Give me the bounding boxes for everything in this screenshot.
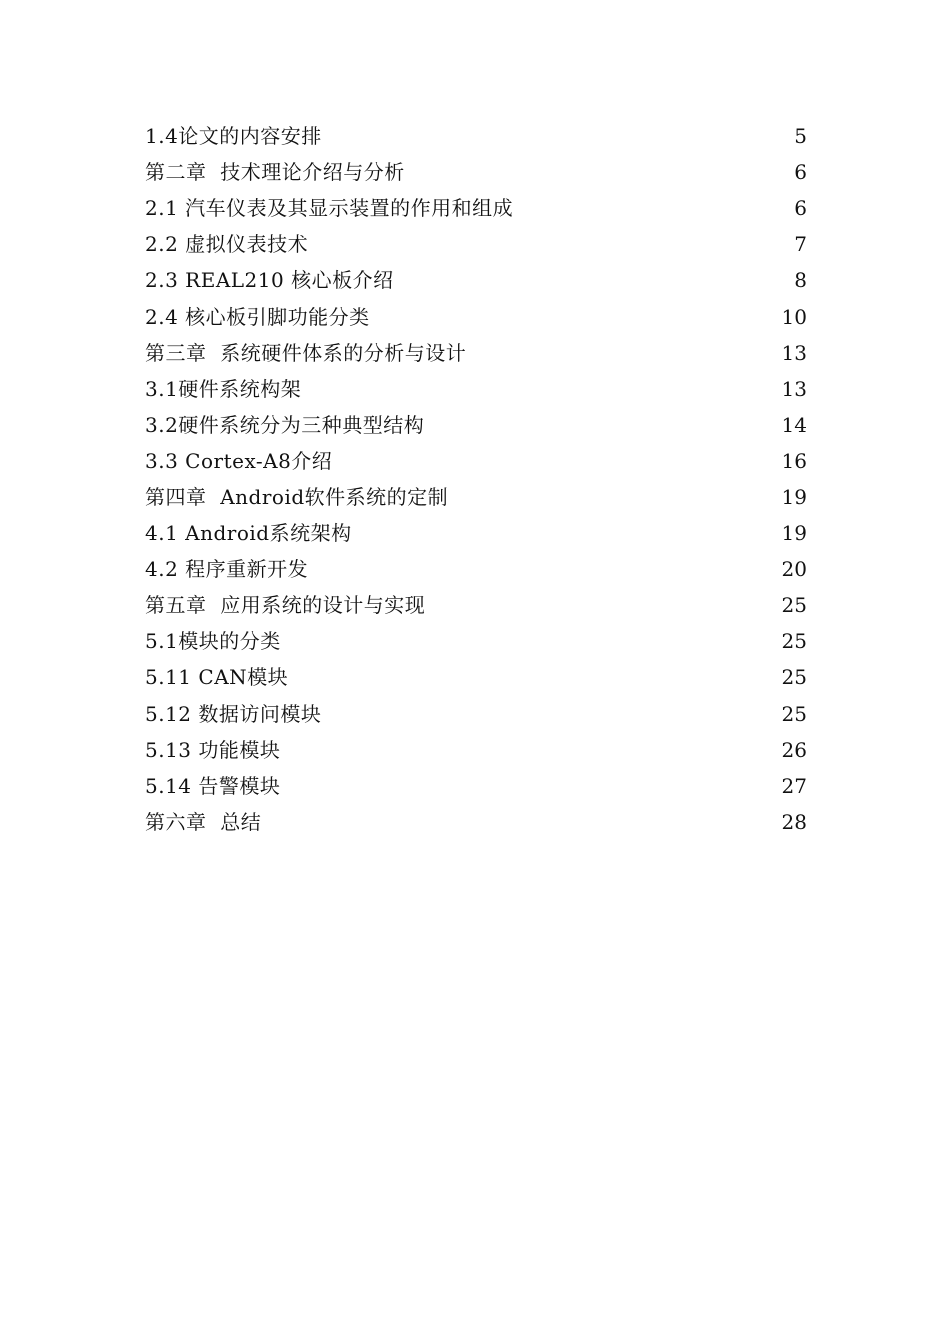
toc-entry-title: 4.2 程序重新开发 [145,557,309,582]
toc-entry-title: 第六章 总结 [145,809,262,834]
toc-entry [145,262,807,298]
toc-entry-title: 3.2硬件系统分为三种典型结构 [145,412,425,437]
toc-entry-title: 3.3 Cortex-A8介绍 [145,448,333,473]
toc-entry-title: 1.4论文的内容安排 [145,124,322,149]
toc-entry [145,154,807,190]
toc-entry-page: 8 [794,268,807,293]
toc-entry-page: 25 [781,701,807,726]
toc-entry-page: 5 [794,124,807,149]
toc-entry-page: 20 [781,557,807,582]
toc-entry [145,659,807,695]
toc-entry [145,335,807,371]
toc-entry-title: 2.1 汽车仪表及其显示装置的作用和组成 [145,196,514,221]
toc-entry [145,623,807,659]
toc-entry-page: 14 [781,412,807,437]
toc-entry [145,407,807,443]
toc-entry-title: 5.13 功能模块 [145,737,281,762]
toc-entry-page: 6 [794,196,807,221]
toc-entry [145,298,807,334]
toc-entry-title: 5.1模块的分类 [145,629,281,654]
toc-entry [145,118,807,154]
toc-entry-title: 第四章 Android软件系统的定制 [145,484,449,509]
toc-entry [145,732,807,768]
toc-entry [145,226,807,262]
toc-entry-title: 4.1 Android系统架构 [145,521,352,546]
toc-entry [145,768,807,804]
toc-entry-page: 16 [781,448,807,473]
toc-entry-page: 27 [781,773,807,798]
toc-entry [145,804,807,840]
toc-entry-title: 第三章 系统硬件体系的分析与设计 [145,340,467,365]
toc-entry-page: 13 [781,376,807,401]
toc-entry [145,371,807,407]
toc-entry-page: 13 [781,340,807,365]
toc-entry-title: 2.2 虚拟仪表技术 [145,232,309,257]
toc-entry [145,443,807,479]
toc-entry-title: 5.12 数据访问模块 [145,701,322,726]
toc-entry-page: 25 [781,593,807,618]
toc-entry [145,696,807,732]
toc-entry-title: 5.11 CAN模块 [145,665,289,690]
toc-entry-page: 28 [781,809,807,834]
toc-entry-title: 第二章 技术理论介绍与分析 [145,160,405,185]
toc-entry [145,551,807,587]
toc-entry-page: 26 [781,737,807,762]
toc-entry-page: 25 [781,629,807,654]
toc-entry-page: 10 [781,304,807,329]
toc-entry-page: 19 [781,484,807,509]
toc-entry-title: 2.3 REAL210 核心板介绍 [145,268,394,293]
toc-entry-page: 25 [781,665,807,690]
toc-entry [145,587,807,623]
toc-entry-title: 2.4 核心板引脚功能分类 [145,304,370,329]
table-of-contents [145,118,807,840]
toc-entry-page: 19 [781,521,807,546]
toc-entry [145,515,807,551]
toc-entry-page: 6 [794,160,807,185]
toc-entry-title: 第五章 应用系统的设计与实现 [145,593,426,618]
toc-entry-page: 7 [794,232,807,257]
toc-entry [145,190,807,226]
toc-entry-title: 3.1硬件系统构架 [145,376,302,401]
toc-entry [145,479,807,515]
toc-entry-title: 5.14 告警模块 [145,773,281,798]
